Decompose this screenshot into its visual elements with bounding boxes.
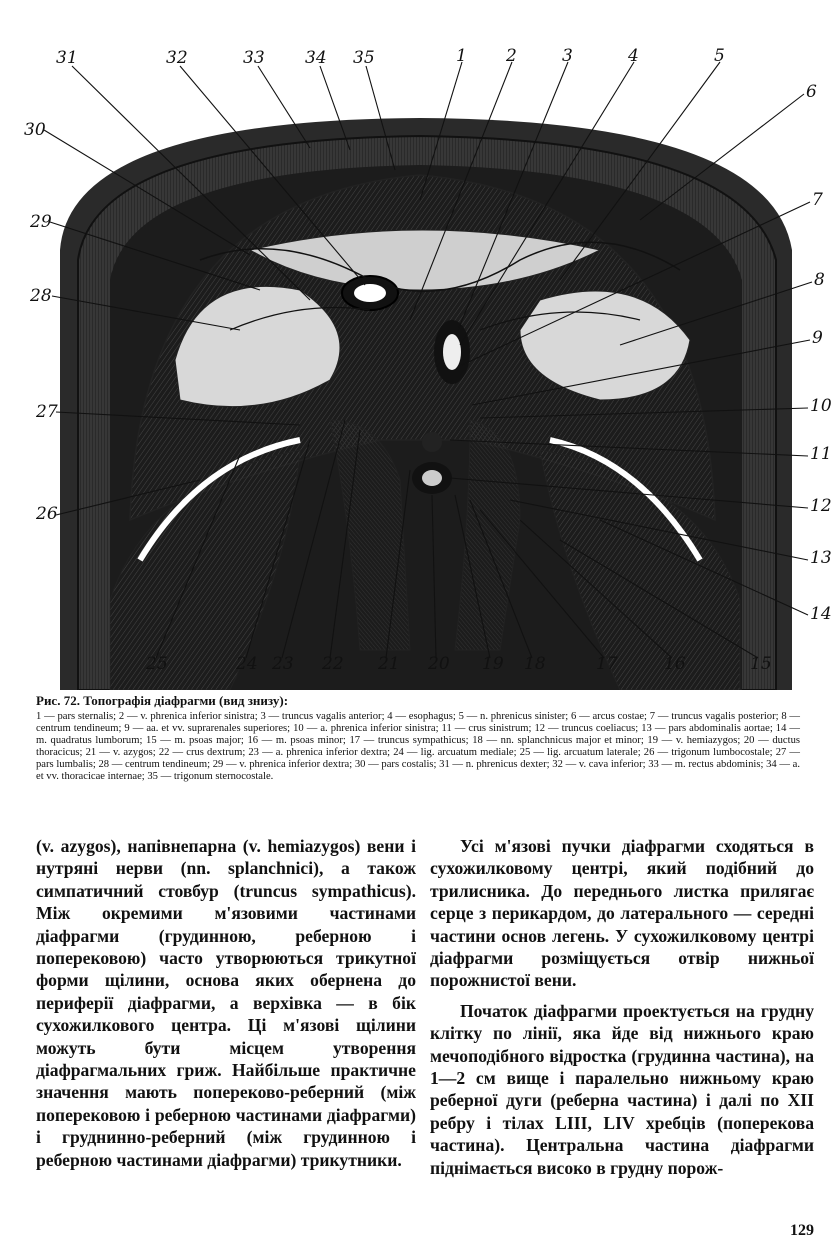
figure-label-22: 22 (322, 654, 344, 674)
figure-label-18: 18 (524, 654, 546, 674)
figure-label-10: 10 (810, 396, 832, 416)
figure-caption (36, 695, 800, 783)
figure-label-34: 34 (305, 48, 327, 68)
caption-legend: 1 — pars sternalis; 2 — v. phrenica inferior sinistra; 3 — truncus vagalis anterior; 4 — esophagus; 5 — n. phrenicus sinister; 6 — arcus costae; 7 — truncus vagalis posterior; 8 — centrum tendineum; 9 — aa. et vv. suprarenales superiores; 10 — a. phrenica inferior sinistra; 11 — crus sinistrum; 12 — truncus coeliacus; 13 — pars abdominalis aortae; 14 — m. quadratus lumborum; 15 — m. psoas major; 16 — m. psoas minor; 17 — truncus sympathicus; 18 — nn. splanchnicus major et minor; 19 — v. hemiazygos; 20 — ductus thoracicus; 21 — v. azygos; 22 — crus dextrum; 23 — a. phrenica inferior dextra; 24 — lig. arcuatum mediale; 25 — lig. arcuatum laterale; 26 — trigonum lumbocostale; 27 — pars lumbalis; 28 — centrum tendineum; 29 — v. phrenica inferior dextra; 30 — pars costalis; 31 — n. phrenicus dexter; 32 — v. cava inferior; 33 — m. rectus abdominis; 34 — a. et vv. thoracicae internae; 35 — trigonum sternocostale. (36, 711, 800, 782)
figure-label-23: 23 (272, 654, 294, 674)
figure-label-6: 6 (806, 82, 817, 102)
figure-label-1: 1 (456, 46, 467, 66)
figure-label-20: 20 (428, 654, 450, 674)
figure-label-16: 16 (664, 654, 686, 674)
right-text-column (430, 835, 814, 1187)
left-text-column (36, 835, 416, 1173)
figure-label-31: 31 (56, 48, 78, 68)
figure-label-9: 9 (812, 328, 823, 348)
page-number: 129 (790, 1222, 814, 1239)
figure-label-4: 4 (628, 46, 639, 66)
figure-label-28: 28 (30, 286, 52, 306)
figure-label-13: 13 (810, 548, 832, 568)
figure-label-25: 25 (146, 654, 168, 674)
figure-label-19: 19 (482, 654, 504, 674)
figure-label-2: 2 (506, 46, 517, 66)
figure-label-5: 5 (714, 46, 725, 66)
figure-label-14: 14 (810, 604, 832, 624)
figure-label-17: 17 (596, 654, 618, 674)
figure-label-21: 21 (378, 654, 400, 674)
figure-label-11: 11 (810, 444, 832, 464)
figure-label-7: 7 (812, 190, 823, 210)
figure-label-24: 24 (236, 654, 258, 674)
figure-label-29: 29 (30, 212, 52, 232)
figure-label-32: 32 (166, 48, 188, 68)
figure-label-12: 12 (810, 496, 832, 516)
figure-label-26: 26 (36, 504, 58, 524)
caption-title: Рис. 72. Топографія діафрагми (вид знизу): (36, 693, 289, 708)
figure-label-30: 30 (24, 120, 46, 140)
right-paragraph-1: Усі м'язові пучки діафрагми сходяться в сухожилковому центрі, який подібний до трилисника. До переднього листка прилягає серце з перикардом, до латерального — середні частини основ легень. У сухожилковому центрі діафрагми розміщується отвір нижньої порожнистої вени. (430, 836, 814, 991)
figure-label-15: 15 (750, 654, 772, 674)
left-paragraph: (v. azygos), напівнепарна (v. hemiazygos) вени і нутряні нерви (nn. splanchnici), а також симпатичний стовбур (truncus sympathicus). Між окремими м'язовими частинами діафрагми (грудинною, реберною і поперековою) часто утворюються трикутної форми щілини, основа яких обернена до периферії діафрагми, а верхівка — в бік сухожилкового центра. Ці м'язові щілини можуть бути місцем утворення діафрагмальних гриж. Найбільше практичне значення мають попереково-реберний (між поперековою і реберною частинами діафрагми) і груднинно-реберний (між грудинною і реберною частинами діафрагми) трикутники. (36, 836, 416, 1170)
figure-label-3: 3 (562, 46, 573, 66)
figure-label-33: 33 (243, 48, 265, 68)
figure-label-8: 8 (814, 270, 825, 290)
right-paragraph-2: Початок діафрагми проектується на грудну клітку по лінії, яка йде від нижнього краю мечоподібного відростка (грудинна частина), на 1—2 см вище і паралельно нижньому краю реберної дуги (реберна частина) і далі по XII ребру і тілах LIII, LIV хребців (поперекова частина). Центральна частина діафрагми піднімається високо в грудну порож- (430, 1000, 814, 1178)
figure-label-35: 35 (353, 48, 375, 68)
figure-label-27: 27 (36, 402, 58, 422)
